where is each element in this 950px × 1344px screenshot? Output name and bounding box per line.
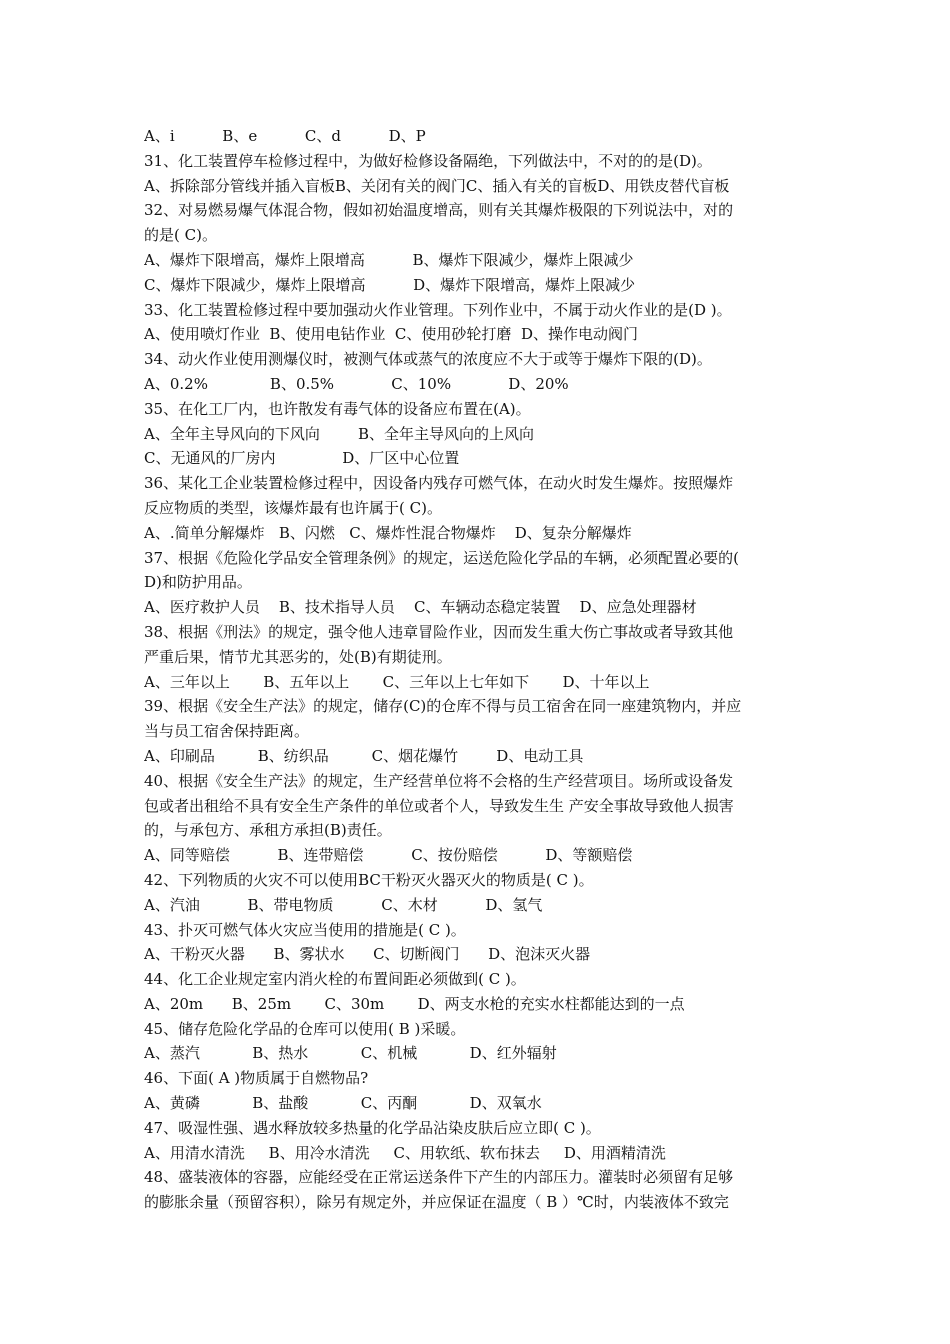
- question-text-block: [144, 124, 824, 1215]
- text-line: A、用清水清洗 B、用冷水清洗 C、用软纸、软布抹去 D、用酒精清洗: [144, 1143, 666, 1162]
- text-line: 的是( C)。: [144, 226, 217, 245]
- text-line: 37、根据《危险化学品安全管理条例》的规定，运送危险化学品的车辆，必须配置必要的(: [144, 548, 739, 567]
- text-line: A、20m B、25m C、30m D、两支水枪的充实水柱都能达到的一点: [144, 994, 685, 1013]
- text-line: 包或者出租给不具有安全生产条件的单位或者个人，导致发生生 产安全事故导致他人损害: [144, 796, 734, 815]
- text-line: A、全年主导风向的下风向 B、全年主导风向的上风向: [144, 424, 535, 443]
- text-line: A、汽油 B、带电物质 C、木材 D、氢气: [144, 895, 543, 914]
- text-line: A、拆除部分管线并插入盲板B、关闭有关的阀门C、插入有关的盲板D、用铁皮替代盲板: [144, 176, 730, 195]
- text-line: A、蒸汽 B、热水 C、机械 D、红外辐射: [144, 1044, 557, 1063]
- text-line: A、使用喷灯作业 B、使用电钻作业 C、使用砂轮打磨 D、操作电动阀门: [144, 325, 638, 344]
- text-line: 42、下列物质的火灾不可以使用BC干粉灭火器灭火的物质是( C )。: [144, 870, 594, 889]
- text-line: A、爆炸下限增高，爆炸上限增高 B、爆炸下限减少，爆炸上限减少: [144, 250, 634, 269]
- text-line: C、无通风的厂房内 D、厂区中心位置: [144, 449, 460, 468]
- text-line: 当与员工宿舍保持距离。: [144, 722, 310, 741]
- text-line: 的，与承包方、承租方承担(B)责任。: [144, 821, 392, 840]
- text-line: 36、某化工企业装置检修过程中，因设备内残存可燃气体，在动火时发生爆炸。按照爆炸: [144, 474, 734, 493]
- text-line: A、干粉灭火器 B、雾状水 C、切断阀门 D、泡沫灭火器: [144, 945, 591, 964]
- text-line: 33、化工装置检修过程中要加强动火作业管理。下列作业中，不属于动火作业的是(D )。: [144, 300, 732, 319]
- text-line: A、i B、e C、d D、P: [144, 127, 426, 145]
- text-line: 38、根据《刑法》的规定，强令他人违章冒险作业，因而发生重大伤亡事故或者导致其他: [144, 622, 734, 641]
- text-line: 35、在化工厂内，也许散发有毒气体的设备应布置在(A)。: [144, 399, 531, 418]
- text-line: A、黄磷 B、盐酸 C、丙酮 D、双氧水: [144, 1094, 542, 1113]
- text-line: 48、盛装液体的容器，应能经受在正常运送条件下产生的内部压力。灌装时必须留有足够: [144, 1168, 734, 1187]
- text-line: 反应物质的类型，该爆炸最有也许属于( C)。: [144, 498, 442, 517]
- text-line: 34、动火作业使用测爆仪时，被测气体或蒸气的浓度应不大于或等于爆炸下限的(D)。: [144, 350, 712, 369]
- text-line: 40、根据《安全生产法》的规定，生产经营单位将不会格的生产经营项目。场所或设备发: [144, 771, 734, 790]
- text-line: A、医疗救护人员 B、技术指导人员 C、车辆动态稳定装置 D、应急处理器材: [144, 598, 697, 617]
- text-line: 31、化工装置停车检修过程中，为做好检修设备隔绝，下列做法中，不对的的是(D)。: [144, 151, 712, 170]
- text-line: 43、扑灭可燃气体火灾应当使用的措施是( C )。: [144, 920, 466, 939]
- text-line: A、.简单分解爆炸 B、闪燃 C、爆炸性混合物爆炸 D、复杂分解爆炸: [144, 523, 632, 542]
- text-line: A、印刷品 B、纺织品 C、烟花爆竹 D、电动工具: [144, 746, 584, 765]
- text-line: D)和防护用品。: [144, 573, 252, 592]
- text-line: 45、储存危险化学品的仓库可以使用( B )采暖。: [144, 1019, 466, 1038]
- text-line: A、三年以上 B、五年以上 C、三年以上七年如下 D、十年以上: [144, 672, 650, 691]
- text-line: A、同等赔偿 B、连带赔偿 C、按份赔偿 D、等额赔偿: [144, 846, 633, 865]
- text-line: 39、根据《安全生产法》的规定，储存(C)的仓库不得与员工宿舍在同一座建筑物内，并应: [144, 697, 742, 716]
- text-line: 47、吸湿性强、遇水释放较多热量的化学品沾染皮肤后应立即( C )。: [144, 1118, 601, 1137]
- text-line: C、爆炸下限减少，爆炸上限增高 D、爆炸下限增高，爆炸上限减少: [144, 275, 636, 294]
- text-line: 32、对易燃易爆气体混合物，假如初始温度增高，则有关其爆炸极限的下列说法中，对的: [144, 201, 734, 220]
- text-line: 44、化工企业规定室内消火栓的布置间距必须做到( C )。: [144, 970, 526, 989]
- text-line: 46、下面( A )物质属于自燃物品?: [144, 1069, 369, 1088]
- text-line: 严重后果，情节尤其恶劣的，处(B)有期徒刑。: [144, 647, 452, 666]
- text-line: 的膨胀余量（预留容积），除另有规定外，并应保证在温度（ B ）℃时，内装液体不致完: [144, 1193, 729, 1212]
- text-line: A、0.2% B、0.5% C、10% D、20%: [144, 374, 569, 393]
